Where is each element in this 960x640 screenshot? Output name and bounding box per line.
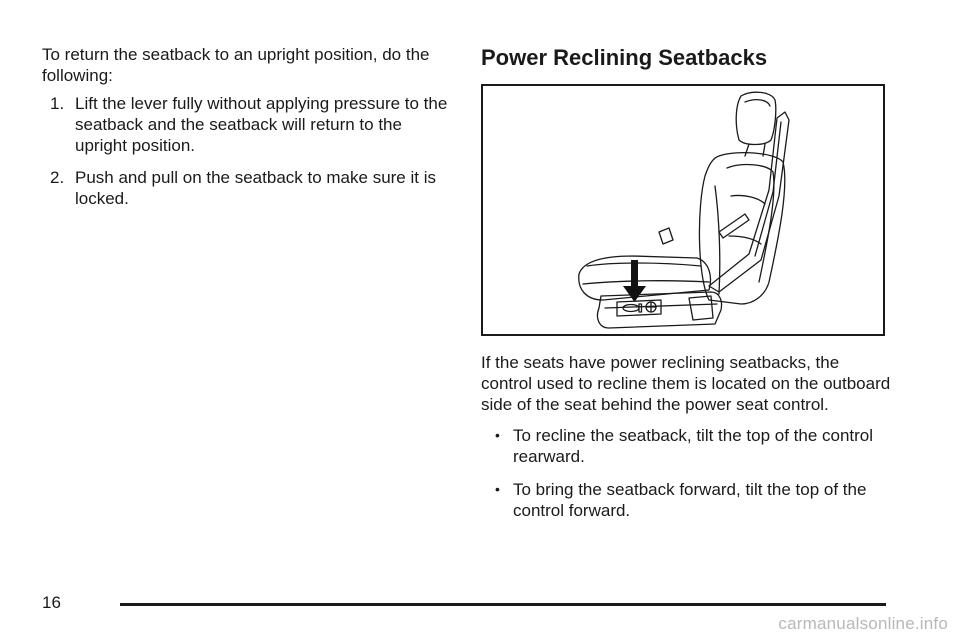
seatback-shape <box>699 153 784 304</box>
bullet-list <box>481 425 891 521</box>
body-paragraph: If the seats have power reclining seatbacks, the control used to recline them is located on the outboard side of the seat behind the power seat control. <box>481 353 891 414</box>
steps-list <box>42 93 452 209</box>
intro-text: To return the seatback to an upright position, do the following: <box>42 45 430 85</box>
step-text: Lift the lever fully without applying pressure to the seatback and the seatback will return to the upright position. <box>75 94 448 155</box>
seat-illustration-figure <box>481 84 885 336</box>
footer-rule <box>120 603 886 606</box>
seat-base-shape <box>597 292 721 328</box>
seat-illustration-icon <box>483 86 883 334</box>
bullet-text: To recline the seatback, tilt the top of the control rearward. <box>513 426 874 466</box>
step-item <box>42 167 452 209</box>
seatbelt-shape <box>709 112 789 292</box>
page-number: 16 <box>42 593 61 612</box>
right-column <box>481 44 891 533</box>
bullet-item <box>481 425 891 467</box>
step-number: 1. <box>50 94 65 113</box>
left-column <box>42 44 452 220</box>
bullet-glyph: • <box>495 427 500 443</box>
watermark-text: carmanualsonline.info <box>778 614 948 633</box>
section-heading: Power Reclining Seatbacks <box>481 45 768 70</box>
bullet-glyph: • <box>495 481 500 497</box>
bullet-item <box>481 479 891 521</box>
step-text: Push and pull on the seatback to make sure it is locked. <box>75 168 436 208</box>
step-item <box>42 93 452 156</box>
step-number: 2. <box>50 168 65 187</box>
bullet-text: To bring the seatback forward, tilt the top of the control forward. <box>513 480 867 520</box>
